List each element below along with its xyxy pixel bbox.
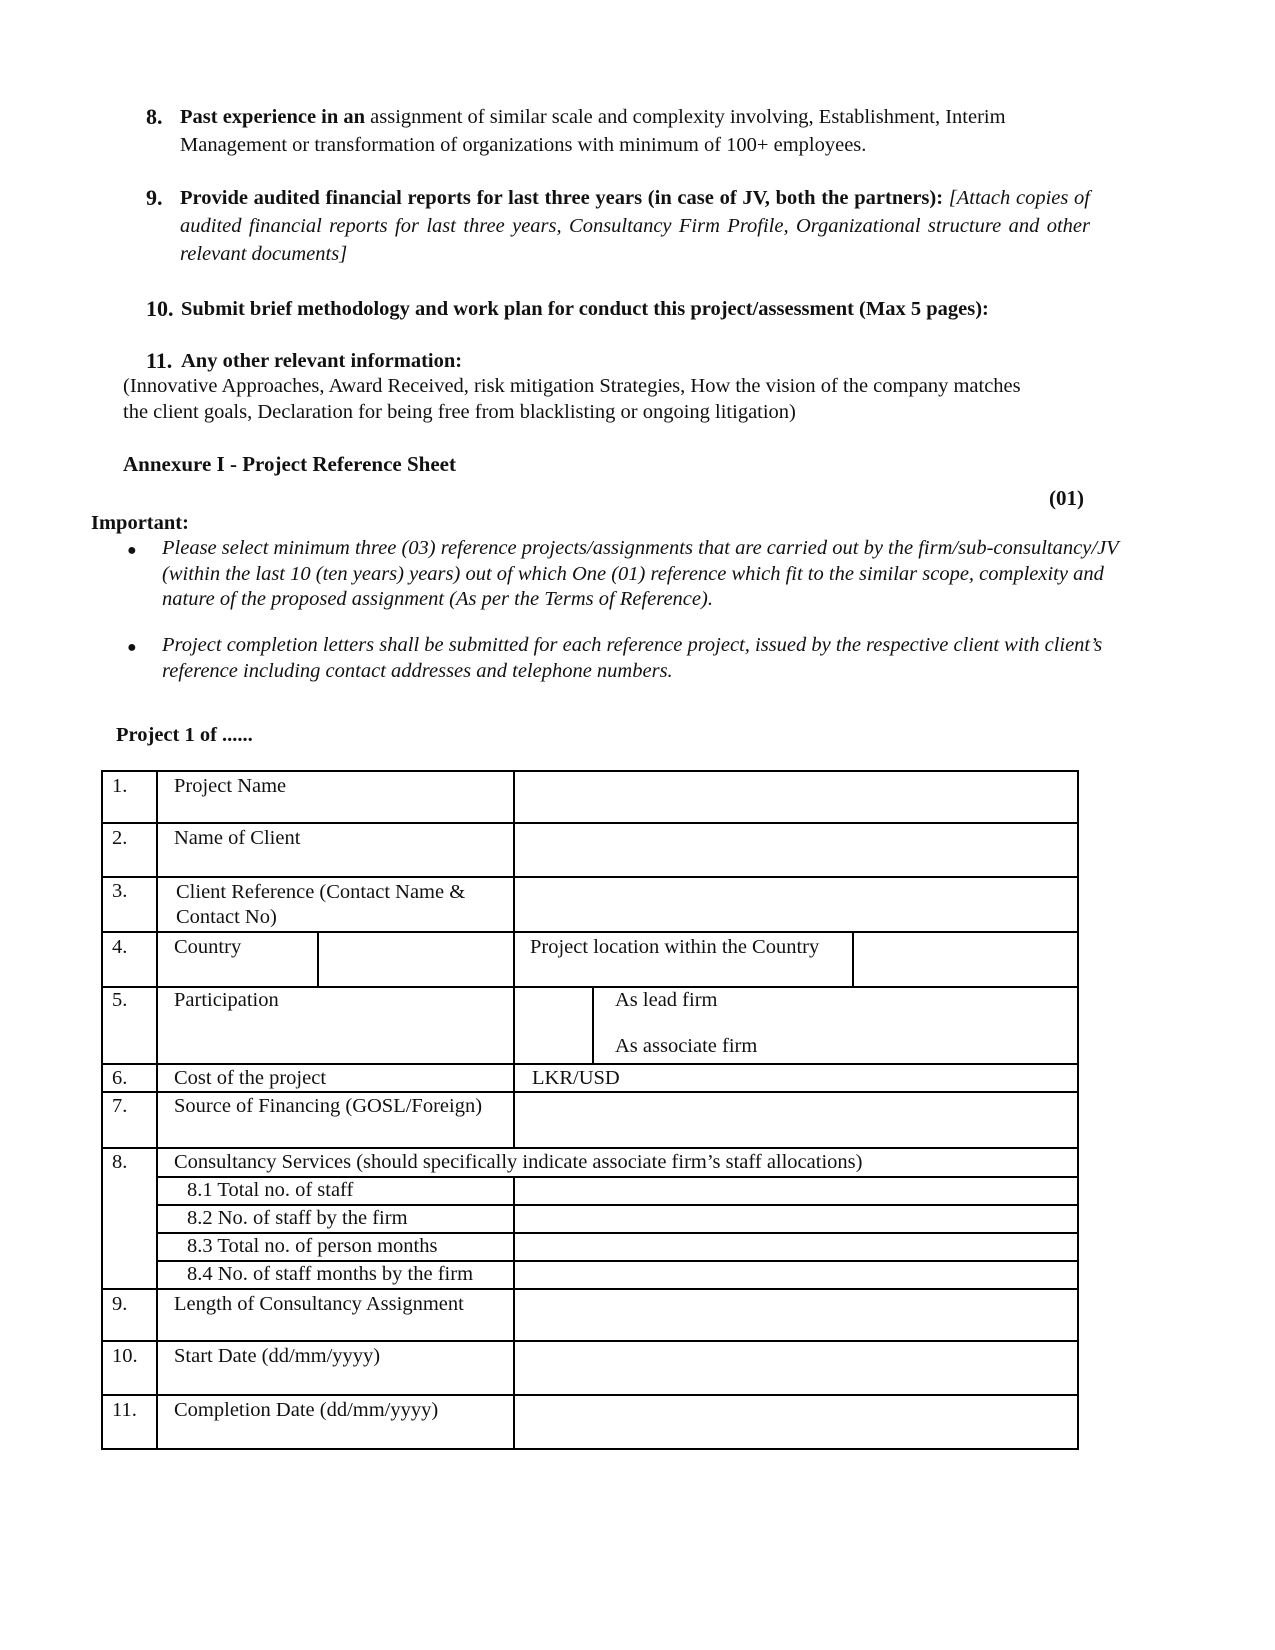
item-10-text: Submit brief methodology and work plan for conduct this project/assessment (Max 5 pages): [181,298,989,320]
row-3-number: 3. [112,880,128,902]
row-10-label: Start Date (dd/mm/yyyy) [174,1345,381,1367]
row-3-label-line2: Contact No) [176,906,277,928]
item-9-italic: [Attach copies of audited financial reports for last three years, Consultancy Firm Profile, Organizational structure and other relevant documents] [180,187,1091,265]
item-8-bold-lead: Past experience in an [180,106,366,128]
row-1-label: Project Name [174,775,287,797]
row-8-3-label: 8.3 Total no. of person months [187,1235,438,1257]
row-8-1-label: 8.1 Total no. of staff [187,1179,354,1201]
start-date-field[interactable] [516,1343,1076,1393]
item-11-line1: (Innovative Approaches, Award Received, risk mitigation Strategies, How the vision of the company matches [123,375,1021,397]
item-8-body: assignment of similar scale and complexity involving, Establishment, Interim Management or transformation of organizations with minimum of 100+ employees. [180,106,1006,156]
project-heading: Project 1 of ...... [116,724,253,746]
item-9-bold-lead: Provide audited financial reports for last three years (in case of JV, both the partners): [180,187,944,209]
row-5-option-lead: As lead firm [615,989,718,1011]
row-5-option-associate: As associate firm [615,1035,758,1057]
row-9-number: 9. [112,1293,128,1315]
row-9-label: Length of Consultancy Assignment [174,1293,464,1315]
bullet-2-text: Project completion letters shall be submitted for each reference project, issued by the respective client with client’s reference including contact addresses and telephone numbers. [162,634,1103,682]
row-1-number: 1. [112,775,128,797]
row-6-label: Cost of the project [174,1067,327,1089]
annexure-page-ref: (01) [1049,486,1084,510]
bullet-1-text: Please select minimum three (03) reference projects/assignments that are carried out by the firm/sub-consultancy/JV (within the last 10 (ten years) years) out of which One (01) reference which fit to the similar scope, complexity and nature of the proposed assignment (As per the Terms of Reference). [162,537,1119,610]
item-11-heading: Any other relevant information: [181,350,463,372]
assignment-length-field[interactable] [516,1291,1076,1339]
row-8-2-label: 8.2 No. of staff by the firm [187,1207,408,1229]
important-label: Important: [91,512,189,534]
item-11-line2: the client goals, Declaration for being free from blacklisting or ongoing litigation) [123,401,796,423]
row-5-label: Participation [174,989,279,1011]
row-7-number: 7. [112,1095,128,1117]
row-2-label: Name of Client [174,827,301,849]
row-10-number: 10. [112,1345,138,1367]
item-8-number: 8. [146,104,163,129]
country-field[interactable] [320,934,512,985]
row-8-label: Consultancy Services (should specifically indicate associate firm’s staff allocations) [174,1151,863,1173]
row-6-number: 6. [112,1067,128,1089]
project-name-field[interactable] [516,773,1076,821]
row-7-label: Source of Financing (GOSL/Foreign) [174,1095,483,1117]
client-reference-field[interactable] [516,879,1076,930]
bullet-1-icon: ● [127,542,137,559]
completion-date-field[interactable] [516,1397,1076,1447]
client-name-field[interactable] [516,825,1076,875]
item-11-number: 11. [146,348,173,373]
row-5-number: 5. [112,989,128,1011]
row-11-label: Completion Date (dd/mm/yyyy) [174,1399,439,1421]
row-4-number: 4. [112,936,128,958]
project-location-field[interactable] [855,934,1076,985]
item-10-number: 10. [146,296,174,321]
bullet-2-icon: ● [127,639,137,656]
row-3-label-line1: Client Reference (Contact Name & [176,881,466,903]
participation-checkbox-cell[interactable] [516,989,591,1062]
financing-source-field[interactable] [516,1094,1076,1146]
row-4-location-label: Project location within the Country [530,936,820,958]
row-11-number: 11. [112,1399,137,1421]
row-8-4-label: 8.4 No. of staff months by the firm [187,1263,474,1285]
annexure-title: Annexure I - Project Reference Sheet [123,452,456,476]
item-9-number: 9. [146,185,163,210]
row-6-currency[interactable]: LKR/USD [532,1067,620,1089]
row-8-number: 8. [112,1151,128,1173]
row-2-number: 2. [112,827,128,849]
row-4-label: Country [174,936,242,958]
